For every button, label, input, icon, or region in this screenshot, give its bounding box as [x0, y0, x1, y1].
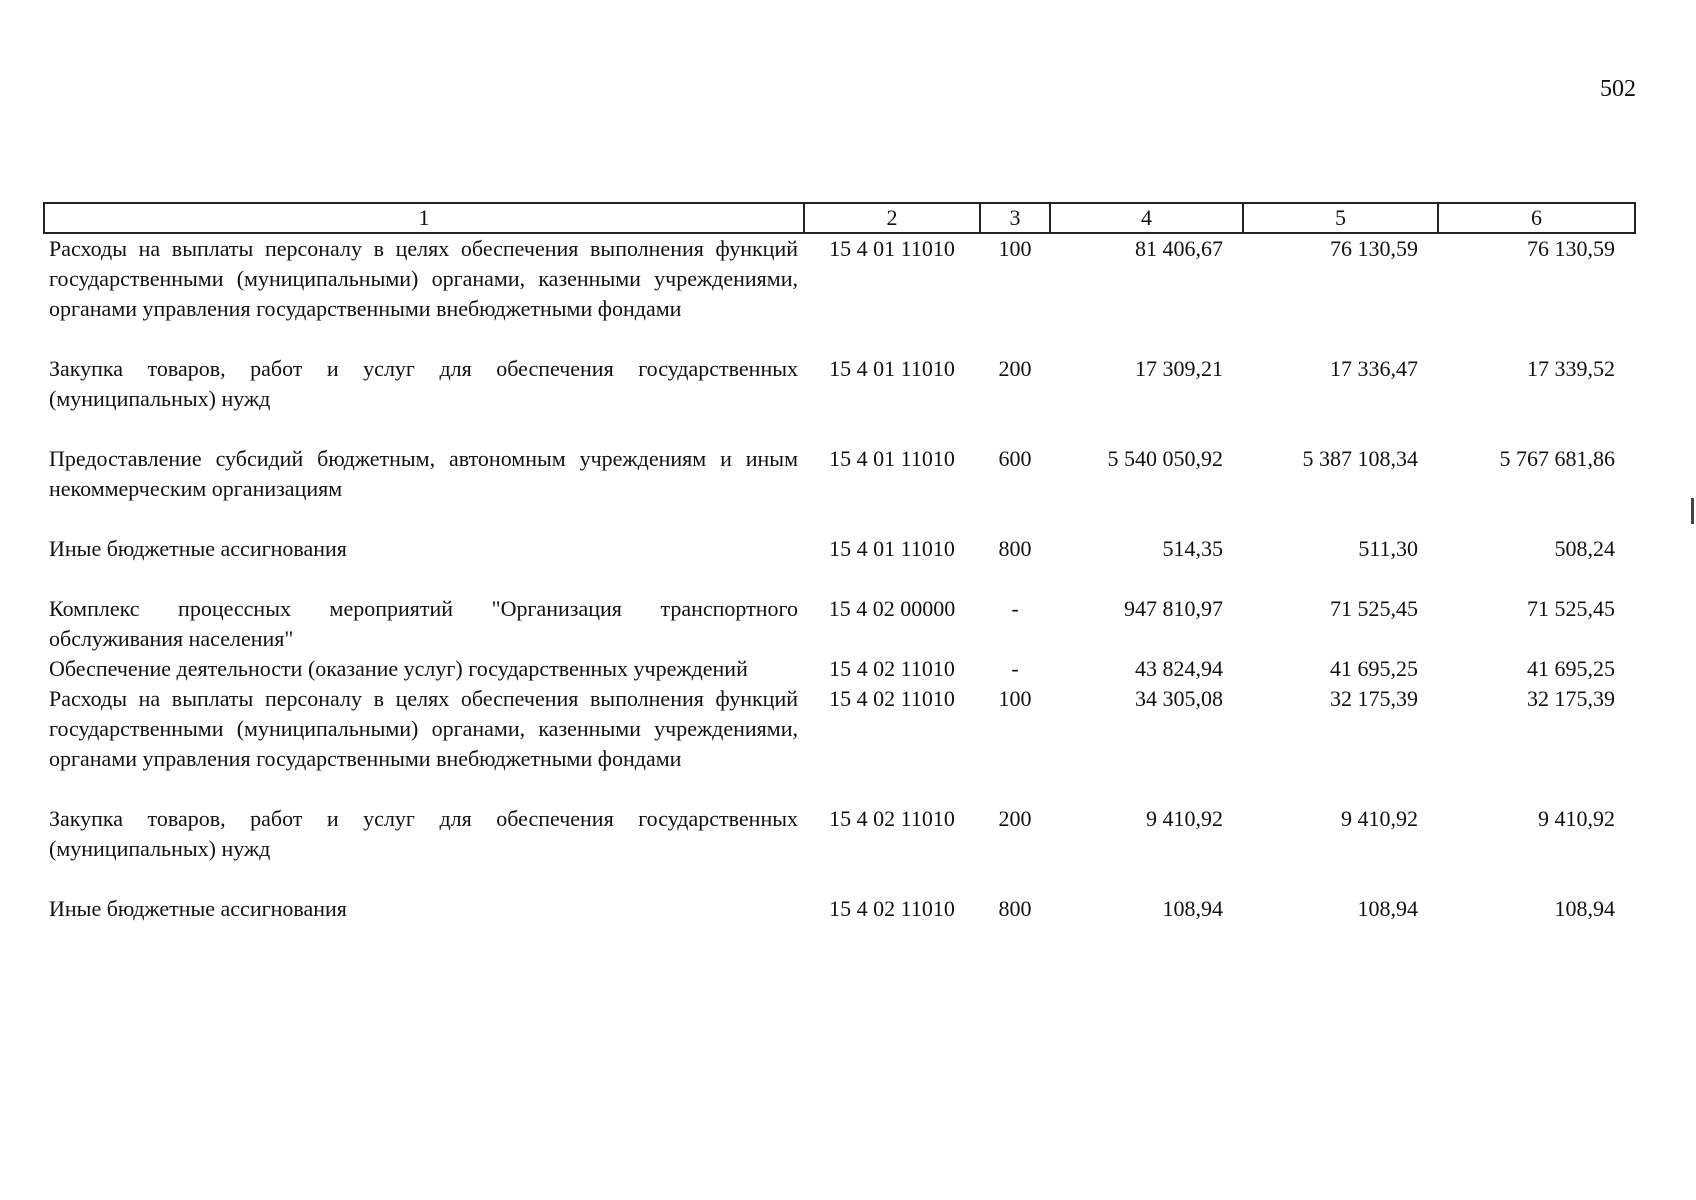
- table-row: [44, 233, 1635, 354]
- target-article-code: 15 4 02 11010: [829, 656, 955, 681]
- expense-name: Закупка товаров, работ и услуг для обеспечения государственных (муниципальных) нужд: [49, 806, 798, 861]
- amount-col-5: 108,94: [1357, 896, 1418, 921]
- expense-type-code: -: [1011, 656, 1019, 681]
- amount-col-5: 5 387 108,34: [1302, 446, 1418, 471]
- expense-type-code: 600: [998, 446, 1032, 471]
- amount-col-6: 41 695,25: [1527, 656, 1615, 681]
- header-row: [44, 203, 1635, 233]
- amount-col-6: 9 410,92: [1538, 806, 1615, 831]
- target-article-code: 15 4 02 00000: [828, 596, 956, 621]
- amount-col-4: 947 810,97: [1124, 596, 1223, 621]
- scan-artifact-mark: [1691, 498, 1694, 524]
- column-header-4: 4: [1050, 203, 1243, 233]
- target-article-code: 15 4 01 11010: [829, 236, 955, 261]
- expense-type-code: -: [1011, 596, 1019, 621]
- table-row: [44, 354, 1635, 444]
- amount-col-6: 17 339,52: [1527, 356, 1615, 381]
- amount-col-6: 5 767 681,86: [1499, 446, 1615, 471]
- expense-name: Предоставление субсидий бюджетным, автономным учреждениям и иным некоммерческим организациям: [49, 446, 798, 501]
- expense-name: Комплекс процессных мероприятий "Организация транспортного обслуживания населения": [49, 596, 798, 651]
- expense-type-code: 200: [998, 356, 1032, 381]
- amount-col-5: 9 410,92: [1341, 806, 1418, 831]
- amount-col-5: 41 695,25: [1330, 656, 1418, 681]
- table-row: [44, 594, 1635, 654]
- expense-name: Иные бюджетные ассигнования: [49, 896, 347, 921]
- table-row: [44, 894, 1635, 924]
- target-article-code: 15 4 02 11010: [829, 896, 955, 921]
- column-header-3: 3: [980, 203, 1050, 233]
- page-number: 502: [1600, 76, 1636, 102]
- expense-type-code: 100: [998, 236, 1032, 261]
- amount-col-4: 34 305,08: [1135, 686, 1223, 711]
- amount-col-6: 76 130,59: [1527, 236, 1615, 261]
- amount-col-6: 108,94: [1554, 896, 1615, 921]
- expense-type-code: 100: [998, 686, 1032, 711]
- budget-table: [43, 202, 1636, 924]
- table-row: [44, 684, 1635, 804]
- expense-name: Обеспечение деятельности (оказание услуг) государственных учреждений: [49, 656, 748, 681]
- target-article-code: 15 4 01 11010: [829, 536, 955, 561]
- expense-type-code: 800: [998, 536, 1032, 561]
- column-header-1: 1: [44, 203, 804, 233]
- amount-col-4: 43 824,94: [1135, 656, 1223, 681]
- target-article-code: 15 4 01 11010: [829, 446, 955, 471]
- amount-col-4: 17 309,21: [1135, 356, 1223, 381]
- column-header-2: 2: [804, 203, 980, 233]
- table-row: [44, 534, 1635, 594]
- amount-col-5: 17 336,47: [1330, 356, 1418, 381]
- target-article-code: 15 4 01 11010: [829, 356, 955, 381]
- amount-col-5: 511,30: [1358, 536, 1418, 561]
- target-article-code: 15 4 02 11010: [829, 686, 955, 711]
- amount-col-4: 514,35: [1162, 536, 1223, 561]
- amount-col-5: 32 175,39: [1330, 686, 1418, 711]
- amount-col-4: 81 406,67: [1135, 236, 1223, 261]
- table-row: [44, 444, 1635, 534]
- table-row: [44, 654, 1635, 684]
- column-header-6: 6: [1438, 203, 1635, 233]
- expense-type-code: 800: [998, 896, 1032, 921]
- expense-name: Расходы на выплаты персоналу в целях обеспечения выполнения функций государственными (муниципальными) органами, казенными учреждениями, органами управления государственными внебюджетными фондами: [49, 236, 798, 321]
- table-row: [44, 804, 1635, 894]
- amount-col-6: 508,24: [1554, 536, 1615, 561]
- amount-col-4: 5 540 050,92: [1107, 446, 1223, 471]
- amount-col-5: 76 130,59: [1330, 236, 1418, 261]
- expense-name: Иные бюджетные ассигнования: [49, 536, 347, 561]
- amount-col-4: 9 410,92: [1146, 806, 1223, 831]
- amount-col-4: 108,94: [1162, 896, 1223, 921]
- target-article-code: 15 4 02 11010: [829, 806, 955, 831]
- expense-name: Расходы на выплаты персоналу в целях обеспечения выполнения функций государственными (муниципальными) органами, казенными учреждениями, органами управления государственными внебюджетными фондами: [49, 686, 798, 771]
- amount-col-5: 71 525,45: [1330, 596, 1418, 621]
- column-header-5: 5: [1243, 203, 1438, 233]
- amount-col-6: 71 525,45: [1527, 596, 1615, 621]
- amount-col-6: 32 175,39: [1527, 686, 1615, 711]
- expense-name: Закупка товаров, работ и услуг для обеспечения государственных (муниципальных) нужд: [49, 356, 798, 411]
- expense-type-code: 200: [998, 806, 1032, 831]
